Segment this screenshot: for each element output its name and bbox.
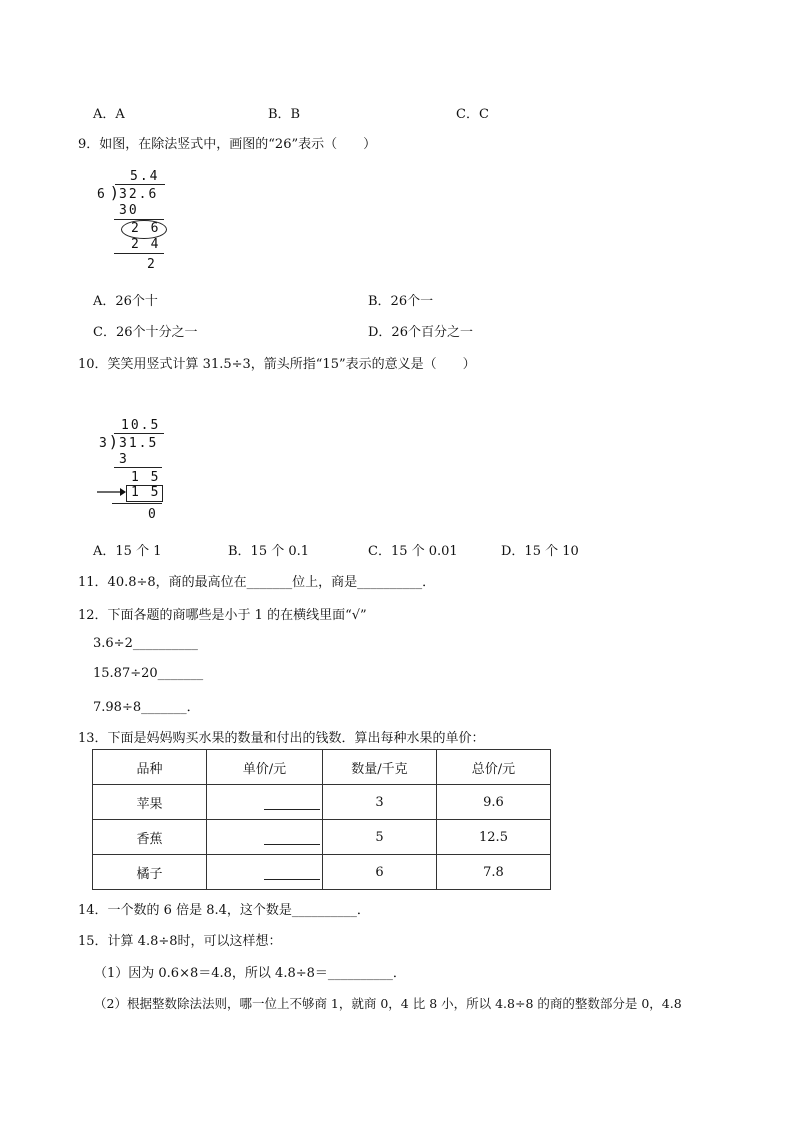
q10-step-line-1 [114,467,162,468]
unit-price-blank[interactable] [207,785,323,820]
q9-dividend: 32.6 [119,187,159,202]
q10-dividend: 31.5 [119,436,159,451]
quantity-cell: 6 [323,855,437,890]
q12-item-1: 3.6÷2__________ [93,636,198,651]
q9-step1: 30 [119,203,139,218]
unit-price-blank[interactable] [207,820,323,855]
q14-stem: 14．一个数的 6 倍是 8.4，这个数是__________． [78,903,370,918]
q10-stem: 10．笑笑用竖式计算 31.5÷3，箭头所指“15”表示的意义是（ ） [78,357,476,372]
q10-divisor: 3 [99,436,109,451]
q10-step3: 1 5 [131,485,161,500]
total-price-cell: 7.8 [437,855,551,890]
q8-option-c: C．C [456,107,489,122]
q10-option-d: D．15 个 10 [501,544,579,559]
q9-stem: 9．如图，在除法竖式中，画图的“26”表示（ ） [78,137,377,152]
q12-stem: 12．下面各题的商哪些是小于 1 的在横线里面“√” [78,608,367,623]
q12-item-3: 7.98÷8_______． [93,700,200,715]
q9-step3: 2 4 [131,237,161,252]
table-row [93,785,551,820]
q9-division-bracket: ) [111,183,118,202]
total-price-cell: 9.6 [437,785,551,820]
q10-step-line-2 [112,503,162,504]
header-cell: 单价/元 [207,750,323,785]
q9-division-bar [115,184,165,185]
q11-stem: 11．40.8÷8，商的最高位在_______位上，商是__________． [78,575,436,590]
quantity-cell: 5 [323,820,437,855]
header-cell: 品种 [93,750,207,785]
q10-option-a: A．15 个 1 [93,544,162,559]
total-price-cell: 12.5 [437,820,551,855]
q10-quotient: 10.5 [121,418,161,433]
fruit-name-cell: 橘子 [93,855,207,890]
q10-step2: 1 5 [131,470,161,485]
fruit-name-cell: 苹果 [93,785,207,820]
q8-option-b: B．B [268,107,301,122]
unit-price-blank[interactable] [207,855,323,890]
q9-option-a: A．26个十 [93,294,158,309]
q12-item-2: 15.87÷20_______ [93,666,204,681]
q15-stem: 15．计算 4.8÷8时，可以这样想： [78,934,282,949]
q9-option-c: C．26个十分之一 [93,325,198,340]
q9-divisor: 6 [97,187,107,202]
table-row [93,855,551,890]
q15-line-2: （2）根据整数除法法则，哪一位上不够商 1，就商 0，4 比 8 小，所以 4.8÷8 的商的整数部分是 0，4.8 [94,996,682,1011]
table-header-row [93,750,551,785]
q10-arrow-icon [96,485,126,499]
q9-step2: 2 6 [131,221,161,236]
q9-quotient: 5.4 [130,169,160,184]
header-cell: 数量/千克 [323,750,437,785]
q13-stem: 13．下面是妈妈购买水果的数量和付出的钱数．算出每种水果的单价： [78,731,485,746]
q8-option-a: A．A [93,107,125,122]
q15-line-1: （1）因为 0.6×8＝4.8，所以 4.8÷8＝__________． [94,966,406,981]
q10-step1: 3 [119,452,129,467]
q10-remainder: 0 [148,507,158,522]
table-row [93,820,551,855]
q9-step-line-2 [114,253,164,254]
q10-option-c: C．15 个 0.01 [368,544,458,559]
q10-division-bracket: ) [110,432,117,451]
q9-option-d: D．26个百分之一 [368,325,473,340]
fruit-price-table [92,749,551,890]
header-cell: 总价/元 [437,750,551,785]
fruit-name-cell: 香蕉 [93,820,207,855]
q10-division-bar [114,433,164,434]
q10-option-b: B．15 个 0.1 [228,544,310,559]
q9-remainder: 2 [147,257,157,272]
quantity-cell: 3 [323,785,437,820]
q9-option-b: B．26个一 [368,294,434,309]
